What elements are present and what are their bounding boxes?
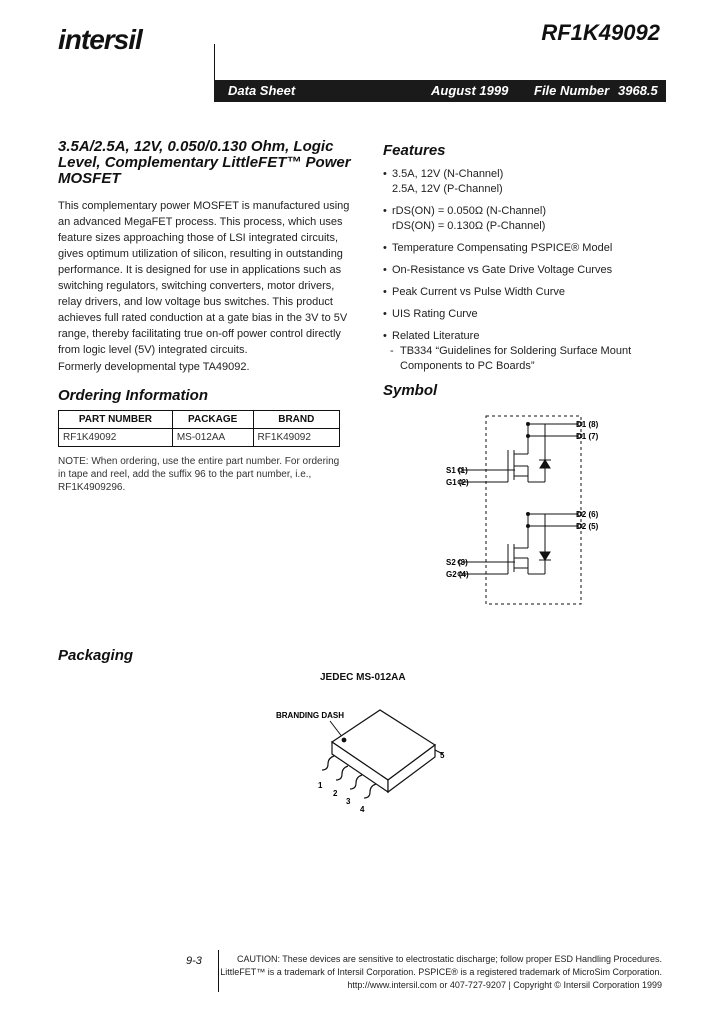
list-item	[383, 329, 683, 374]
feature-subitem: - TB334 “Guidelines for Soldering Surface Mount Components to PC Boards”	[392, 344, 683, 374]
p-channel-mosfet	[460, 514, 580, 574]
file-number-label: File Number	[534, 83, 610, 98]
feature-text: Peak Current vs Pulse Width Curve	[392, 286, 566, 298]
column-header: PACKAGE	[172, 411, 253, 429]
packaging-heading: Packaging	[58, 647, 134, 664]
pin-label-g2: G2 (4)	[446, 570, 469, 579]
list-item	[383, 263, 683, 278]
list-item	[383, 241, 683, 256]
jedec-label: JEDEC MS-012AA	[320, 672, 406, 683]
pin-label-s2: S2 (3)	[446, 558, 468, 567]
feature-text: UIS Rating Curve	[392, 308, 478, 320]
pin-label-d2-6: D2 (6)	[576, 510, 599, 519]
pin-label-d1-7: D1 (7)	[576, 432, 599, 441]
mosfet-symbol-diagram	[440, 410, 610, 610]
description: This complementary power MOSFET is manufactured using an advanced MegaFET process. This process, which uses feature sizes approaching those of LSI integrated circuits, gives optimum utilization of silicon, resulting in outstanding performance. It is designed for use in applications such as switching regulators, switching converters, motor drivers, relay drivers, and low voltage bus switches. This product achieves full rated conduction at a gate bias in the 3V to 5V range, thereby facilitating true on-off power control directly from logic level (5V) integrated circuits.	[58, 200, 350, 356]
table-header-row	[59, 411, 340, 429]
features-list	[383, 167, 683, 381]
footer-caution: CAUTION: These devices are sensitive to electrostatic discharge; follow proper ESD Handling Procedures.	[236, 954, 662, 964]
feature-text: 3.5A, 12V (N-Channel)	[392, 168, 504, 180]
table-cell: RF1K49092	[59, 429, 173, 447]
intersil-logo: intersil	[58, 24, 142, 55]
n-channel-mosfet	[460, 424, 580, 482]
pin-label-s1: S1 (1)	[446, 466, 468, 475]
pin-number-5: 5	[440, 751, 445, 760]
feature-text: rDS(ON) = 0.130Ω (P-Channel)	[392, 220, 546, 232]
package-drawing	[270, 700, 470, 820]
feature-text: Related Literature	[392, 330, 480, 342]
pin-label-d2-5: D2 (5)	[576, 522, 599, 531]
footer-divider	[218, 950, 219, 992]
package-outline	[486, 416, 581, 604]
doc-date: August 1999	[431, 83, 509, 98]
column-header: PART NUMBER	[59, 411, 173, 429]
list-item	[383, 167, 683, 197]
column-header: BRAND	[253, 411, 339, 429]
list-item	[383, 204, 683, 234]
feature-text: Temperature Compensating PSPICE® Model	[392, 242, 613, 254]
list-item	[383, 307, 683, 322]
part-number-header: RF1K49092	[541, 20, 660, 45]
doc-type: Data Sheet	[228, 83, 296, 98]
pin-label-d1-8: D1 (8)	[576, 420, 599, 429]
table-cell: MS-012AA	[172, 429, 253, 447]
features-heading: Features	[383, 142, 446, 159]
header-divider	[214, 44, 215, 80]
feature-text: rDS(ON) = 0.050Ω (N-Channel)	[392, 205, 547, 217]
formerly-text: Formerly developmental type TA49092.	[58, 361, 250, 373]
ordering-heading: Ordering Information	[58, 387, 208, 404]
pin-number-3: 3	[346, 797, 351, 806]
page-number: 9-3	[186, 955, 202, 967]
footer-trademark: LittleFET™ is a trademark of Intersil Corporation. PSPICE® is a registered trademark of MicroSim Corporation.	[220, 967, 662, 977]
feature-text: On-Resistance vs Gate Drive Voltage Curves	[392, 264, 613, 276]
table-row	[59, 429, 340, 447]
pin-number-4: 4	[360, 805, 365, 814]
branding-dash-label: BRANDING DASH	[276, 711, 344, 720]
pin-number-1: 1	[318, 781, 323, 790]
symbol-heading: Symbol	[383, 382, 438, 399]
pin-number-2: 2	[333, 789, 338, 798]
ordering-note: NOTE: When ordering, use the entire part number. For ordering in tape and reel, add the suffix 96 to the part number, i.e., RF1K4909296.	[58, 456, 340, 493]
pin-label-g1: G1 (2)	[446, 478, 469, 487]
ordering-table	[58, 410, 340, 447]
footer-contact: http://www.intersil.com or 407-727-9207 | Copyright © Intersil Corporation 1999	[347, 980, 662, 990]
header-bar	[214, 80, 666, 102]
feature-text: 2.5A, 12V (P-Channel)	[392, 183, 503, 195]
file-number: 3968.5	[618, 83, 658, 98]
page-title: 3.5A/2.5A, 12V, 0.050/0.130 Ohm, Logic Level, Complementary LittleFET™ Power MOSFET	[58, 138, 351, 187]
list-item	[383, 285, 683, 300]
table-cell: RF1K49092	[253, 429, 339, 447]
